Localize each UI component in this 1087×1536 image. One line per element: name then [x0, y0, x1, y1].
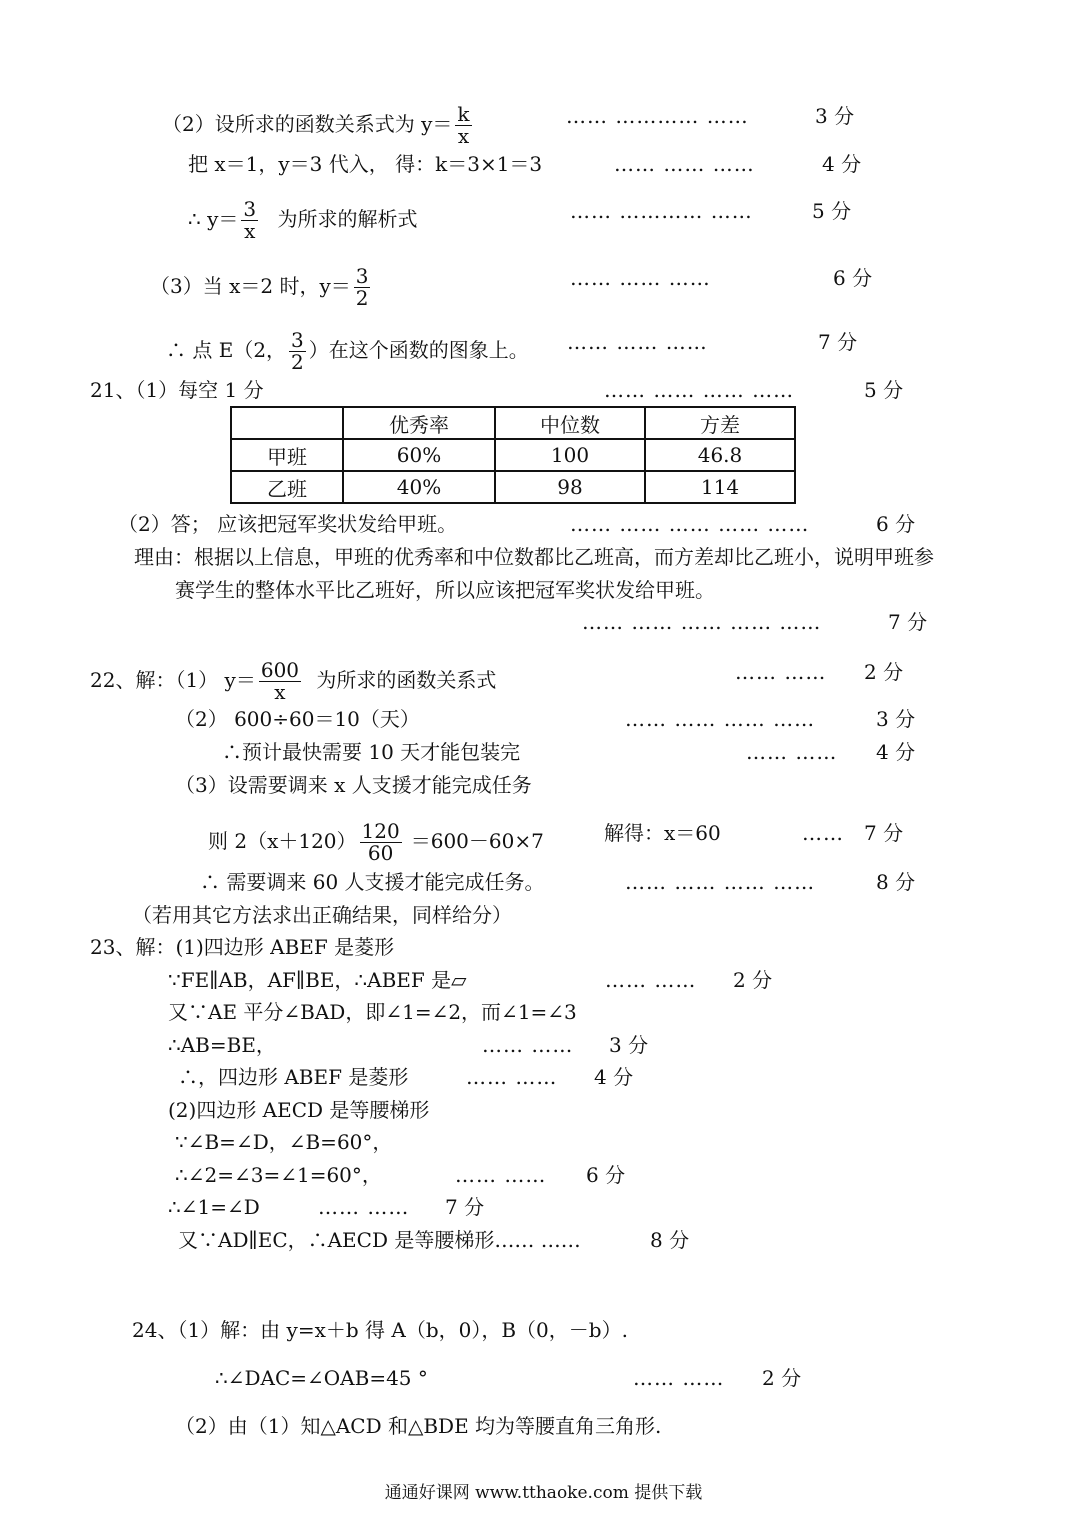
q23-line3-dots: …… ……: [482, 1033, 574, 1057]
q24-line1: 24、（1）解：由 y=x＋b 得 A（b，0），B（0，－b）.: [132, 1318, 628, 1342]
q23-line5: (2)四边形 AECD 是等腰梯形: [168, 1098, 430, 1122]
q22-part1-line: 22、解：（1） y＝ $\frac{600}{x}$ 为所求的函数关系式: [90, 658, 497, 704]
q22-part1-score: 2 分: [864, 660, 904, 684]
q21-answer-dots: …… …… …… …… ……: [570, 512, 810, 536]
q24-line2: ∴∠DAC=∠OAB=45 °: [215, 1366, 428, 1390]
q23-line8: ∴∠1=∠D: [168, 1195, 260, 1219]
fraction-3-over-2: $\frac{3}{2}$: [355, 264, 369, 310]
footer-watermark: 通通好课网 www.tthaoke.com 提供下载: [384, 1483, 703, 1503]
q21-answer-score: 6 分: [876, 512, 916, 536]
q22-part2-score: 3 分: [876, 707, 916, 731]
q23-line3-score: 3 分: [609, 1033, 649, 1057]
q23-line7: ∴∠2=∠3=∠1=60°，: [175, 1163, 382, 1187]
q22-note: （若用其它方法求出正确结果，同样给分）: [132, 903, 512, 927]
q23-line8-dots: …… ……: [318, 1195, 410, 1219]
q21-heading-dots: …… …… …… ……: [604, 378, 795, 402]
q22-conclusion-dots: …… …… …… ……: [625, 870, 816, 894]
q21-reason-score: 7 分: [888, 610, 928, 634]
q23-line3: ∴AB=BE，: [168, 1033, 276, 1057]
fraction-k-over-x: $\frac{k}{x}$: [457, 102, 470, 148]
q24-line3: （2）由（1）知△ACD 和△BDE 均为等腰直角三角形.: [175, 1414, 662, 1438]
q20-result-score: 5 分: [812, 199, 852, 223]
q23-line7-score: 6 分: [586, 1163, 626, 1187]
q24-line2-dots: …… ……: [633, 1366, 725, 1390]
q23-line9-score: 8 分: [650, 1228, 690, 1252]
fraction-600-over-x: $\frac{600}{x}$: [260, 658, 300, 704]
q23-line4: ∴，四边形 ABEF 是菱形: [178, 1065, 409, 1089]
table-row: [231, 471, 795, 503]
q23-line4-dots: …… ……: [466, 1065, 558, 1089]
q20-result-line: ∴ y＝ $\frac{3}{x}$ 为所求的解析式: [188, 197, 418, 243]
fraction-3-over-2-point: $\frac{3}{2}$: [291, 328, 304, 374]
table-header-cell: 中位数: [495, 407, 645, 439]
q23-line7-dots: …… ……: [455, 1163, 547, 1187]
q22-part3-line: （3）设需要调来 x 人支援才能完成任务: [175, 773, 532, 797]
q24-line2-score: 2 分: [762, 1366, 802, 1390]
table-header-cell: 方差: [645, 407, 795, 439]
q20-part3-score: 6 分: [833, 266, 873, 290]
table-cell: 40%: [343, 471, 495, 503]
q22-part1-dots: …… ……: [735, 660, 827, 684]
q20-point-score: 7 分: [818, 330, 858, 354]
q20-substitute-score: 4 分: [822, 152, 862, 176]
q22-part2-conclusion: ∴预计最快需要 10 天才能包装完: [222, 740, 521, 764]
table-header-cell: [231, 407, 343, 439]
table-header-cell: 优秀率: [343, 407, 495, 439]
q22-conclusion-score: 8 分: [876, 870, 916, 894]
table-cell: 100: [495, 439, 645, 471]
q20-result-dots: …… ………… ……: [570, 199, 753, 223]
table-cell: 乙班: [231, 471, 343, 503]
q21-answer: （2）答； 应该把冠军奖状发给甲班。: [118, 512, 458, 536]
q20-part2-dots: …… ………… ……: [566, 104, 749, 128]
q23-line1-score: 2 分: [733, 968, 773, 992]
q22-part2-conclusion-dots: …… ……: [746, 740, 838, 764]
q21-reason-dots: …… …… …… …… ……: [582, 610, 822, 634]
q22-equation-dots: ……: [802, 821, 844, 845]
q23-heading: 23、解：(1)四边形 ABEF 是菱形: [90, 935, 395, 959]
q20-part2-text: （2）设所求的函数关系式为 y＝: [162, 112, 453, 136]
q20-point-dots: …… …… ……: [567, 330, 708, 354]
table-cell: 98: [495, 471, 645, 503]
q22-equation-solution: 解得：x＝60: [604, 821, 721, 845]
table-row: [231, 439, 795, 471]
results-table: [230, 406, 796, 504]
table-cell: 114: [645, 471, 795, 503]
q20-part3-dots: …… …… ……: [570, 266, 711, 290]
q20-substitute-dots: …… …… ……: [614, 152, 755, 176]
table-header-row: [231, 407, 795, 439]
q20-point-line: ∴ 点 E（2， $\frac{3}{2}$ ）在这个函数的图象上。: [166, 328, 529, 374]
table-cell: 甲班: [231, 439, 343, 471]
q23-line8-score: 7 分: [445, 1195, 485, 1219]
q23-line1-dots: …… ……: [605, 968, 697, 992]
q23-line9: 又∵AD∥EC，∴AECD 是等腰梯形…… ……: [178, 1228, 581, 1252]
q20-part2-line: [162, 104, 475, 147]
q22-equation-score: 7 分: [864, 821, 904, 845]
q21-reason-line1: 理由：根据以上信息，甲班的优秀率和中位数都比乙班高，而方差却比乙班小，说明甲班参: [134, 545, 934, 569]
q22-part2-line: （2） 600÷60＝10（天）: [175, 707, 420, 731]
fraction-120-over-60: $\frac{120}{60}$: [361, 819, 400, 865]
table-cell: 60%: [343, 439, 495, 471]
q20-substitute-line: 把 x＝1，y＝3 代入， 得：k＝3×1＝3: [188, 152, 543, 176]
q23-line6: ∵∠B=∠D，∠B=60°，: [175, 1130, 393, 1154]
q20-part3-line: （3）当 x＝2 时，y＝ $\frac{3}{2}$: [150, 264, 369, 310]
q21-heading: 21、（1）每空 1 分: [90, 378, 264, 402]
table-cell: 46.8: [645, 439, 795, 471]
q22-equation-line: 则 2（x＋120） $\frac{120}{60}$ ＝600－60×7: [208, 819, 544, 865]
q23-line4-score: 4 分: [594, 1065, 634, 1089]
q21-reason-line2: 赛学生的整体水平比乙班好，所以应该把冠军奖状发给甲班。: [175, 578, 715, 602]
q23-line2: 又∵AE 平分∠BAD，即∠1=∠2，而∠1=∠3: [168, 1000, 577, 1024]
q23-line1: ∵FE∥AB，AF∥BE，∴ABEF 是▱: [168, 968, 467, 992]
fraction-3-over-x: $\frac{3}{x}$: [243, 197, 257, 243]
q22-part2-dots: …… …… …… ……: [625, 707, 816, 731]
q22-part2-conclusion-score: 4 分: [876, 740, 916, 764]
q20-part2-score: 3 分: [815, 104, 855, 128]
q22-conclusion: ∴ 需要调来 60 人支援才能完成任务。: [200, 870, 545, 894]
q21-heading-score: 5 分: [864, 378, 904, 402]
